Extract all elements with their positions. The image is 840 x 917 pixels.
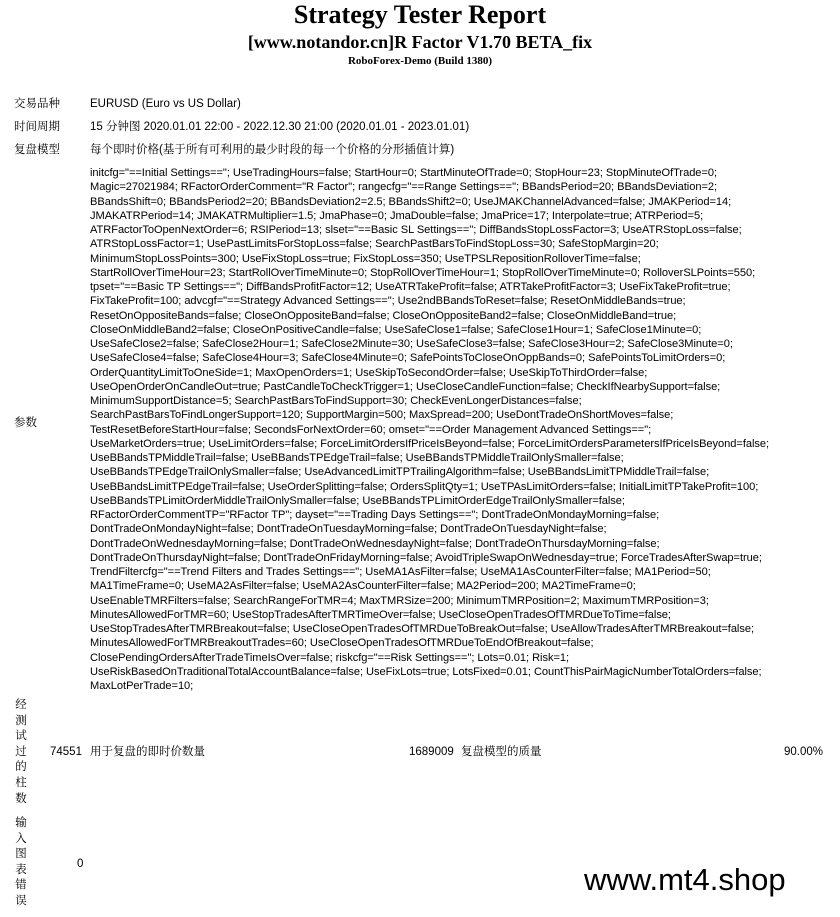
symbol-label: 交易品种 <box>14 98 60 110</box>
bars-value: 74551 <box>50 746 82 758</box>
ticks-value: 1689009 <box>409 746 454 758</box>
bars-label: 经测试过的柱数 <box>15 699 27 805</box>
quality-label: 复盘模型的质量 <box>461 746 542 758</box>
errors-value: 0 <box>77 858 84 870</box>
watermark-text: www.mt4.shop <box>584 862 786 897</box>
period-label: 时间周期 <box>14 121 60 133</box>
params-value: initcfg="==Initial Settings=="; UseTradingHours=false; StartHour=0; StartMinuteOfTrade=0; StopHour=23; StopMinuteOfTrade=0; Magic=27021984; RFactorOrderComment="R Factor"; rangecfg="==Range Settings=="; BBandsPeriod=20; BBandsDeviation=2; BBandsShift=0; BBandsPeriod2=20; BBandsDeviation2=2.5; BBandsShift2=0; UseJMAKChannelAdvanced=false; JMAKPeriod=14; JMAKATRPeriod=14; JMAKATRMultiplier=1.5; JmaPhase=0; JmaDouble=false; JmaPrice=17; Interpolate=true; ATRPeriod=5; ATRFactorToOpenNextOrder=6; RSIPeriod=13; slset="==Basic SL Settings=="; DiffBandsStopLossFactor=3; UseATRStopLoss=false; ATRStopLossFactor=1; UsePastLimitsForStopLoss=false; SearchPastBarsToFindStopLoss=30; SafeStopMargin=20; MinimumStopLossPoints=300; UseFixStopLoss=true; FixStopLoss=350; UseTPSLRepositionRolloverTime=false; StartRollOverTimeHour=23; StartRollOverTimeMinute=0; StopRollOverTimeHour=1; StopRollOverTimeMinute=0; RolloverSLPoints=550; tpset="==Basic TP Settings=="; DiffBandsProfitFactor=12; UseATRTakeProfit=false; ATRTakeProfitFactor=3; UseFixTakeProfit=true; FixTakeProfit=100; advcgf="==Strategy Advanced Settings=="; Use2ndBBandsToReset=false; ResetOnMiddleBands=true; ResetOnOppositeBands=false; CloseOnOppositeBand=false; CloseOnOppositeBand2=false; CloseOnMiddleBand=true; CloseOnMiddleBand2=false; CloseOnPositiveCandle=false; UseSafeClose1=false; SafeClose1Hour=1; SafeClose1Minute=0; UseSafeClose2=false; SafeClose2Hour=1; SafeClose2Minute=30; UseSafeClose3=false; SafeClose3Hour=2; SafeClose3Minute=0; UseSafeClose4=false; SafeClose4Hour=3; SafeClose4Minute=0; SafePointsToCloseOnOppBands=0; SafePointsToLimitOrders=0; OrderQuantityLimitToOneSide=1; MaxOpenOrders=1; UseSkipToSecondOrder=false; UseSkipToThirdOrder=false; UseOpenOrderOnCandleOut=true; PastCandleToCheckTrigger=1; UseCloseCandleFunction=false; CheckIfNearbySupport=false; MinimumSupportDistance=5; SearchPastBarsToFindSupport=30; CheckEvenLongerDistances=false; SearchPastBarsToFindLongerSupport=120; SupportMargin=500; MaxSpread=200; UseDontTradeOnShortMoves=false; TestResetBeforeStartHour=false; SecondsForNextOrder=60; omset="==Order Management Advanced Settings=="; UseMarketOrders=true; UseLimitOrders=false; ForceLimitOrdersIfPriceIsBeyond=false; ForceLimitOrdersParametersIfPriceIsBeyond=false; UseBBandsTPMiddleTrail=false; UseBBandsTPEdgeTrail=false; UseBBandsTPMiddleTrailOnlySmaller=false; UseBBandsTPEdgeTrailOnlySmaller=false; UseAdvancedLimitTPTrailingAlgorithm=false; UseBBandsLimitTPMiddleTrail=false; UseBBandsLimitTPEdgeTrail=false; UseOrderSplitting=false; OrdersSplitQty=1; UseTPAsLimitOrders=false; InitialLimitTPTakeProfit=100; UseBBandsTPLimitOrderMiddleTrailOnlySmaller=false; UseBBandsTPLimitOrderEdgeTrailOnlySmaller=false; RFactorOrderCommentTP="RFactor TP"; dayset="==Trading Days Settings=="; DontTradeOnMondayMorning=false; DontTradeOnMondayNight=false; DontTradeOnTuesdayMorning=false; DontTradeOnTuesdayNight=false; DontTradeOnWednesdayMorning=false; DontTradeOnWednesdayNight=false; DontTradeOnThursdayMorning=false; DontTradeOnThursdayNight=false; DontTradeOnFridayMorning=false; AvoidTripleSwapOnWednesday=true; ForceTradesAfterSwap=true; TrendFiltercfg="==Trend Filters and Trades Settings=="; UseMA1AsFilter=false; UseMA1AsCounterFilter=false; MA1Period=50; MA1TimeFrame=0; UseMA2AsFilter=false; UseMA2AsCounterFilter=false; MA2Period=200; MA2TimeFrame=0; UseEnableTMRFilters=false; SearchRangeForTMR=4; MaxTMRSize=200; MinimumTMRPosition=2; MaximumTMRPosition=3; MinutesAllowedForTMR=60; UseStopTradesAfterTMRTimeOver=false; UseCloseOpenTradesOfTMRDueToTime=false; UseStopTradesAfterTMRBreakout=false; UseCloseOpenTradesOfTMRDueToBreakOut=false; UseAllowTradesAfterTMRBreakout=false; MinutesAllowedForTMRBreakoutTrades=60; UseCloseOpenTradesOfTMRDueToEndOfBreakout=false; ClosePendingOrdersAfterTradeTimeIsOver=false; riskcfg="==Risk Settings=="; Lots=0.01; Risk=1; UseRiskBasedOnTraditionalTotalAccountBalance=false; UseFixLots=true; LotsFixed=0.01; CountThisPairMagicNumberTotalOrders=false; MaxLotPerTrade=10; <box>90 167 770 692</box>
symbol-value: EURUSD (Euro vs US Dollar) <box>90 98 241 110</box>
params-label: 参数 <box>14 417 37 429</box>
report-title: Strategy Tester Report <box>293 0 547 29</box>
report-subtitle: [www.notandor.cn]R Factor V1.70 BETA_fix <box>247 32 593 52</box>
ticks-label: 用于复盘的即时价数量 <box>90 746 205 758</box>
model-value: 每个即时价格(基于所有可利用的最少时段的每一个价格的分形插值计算) <box>90 144 455 156</box>
model-label: 复盘模型 <box>14 144 60 156</box>
quality-value: 90.00% <box>784 746 824 758</box>
period-value: 15 分钟图 2020.01.01 22:00 - 2022.12.30 21:00 (2020.01.01 - 2023.01.01) <box>90 121 470 133</box>
build-info: RoboForex-Demo (Build 1380) <box>347 55 492 67</box>
errors-label: 输入图表错误 <box>15 817 27 907</box>
